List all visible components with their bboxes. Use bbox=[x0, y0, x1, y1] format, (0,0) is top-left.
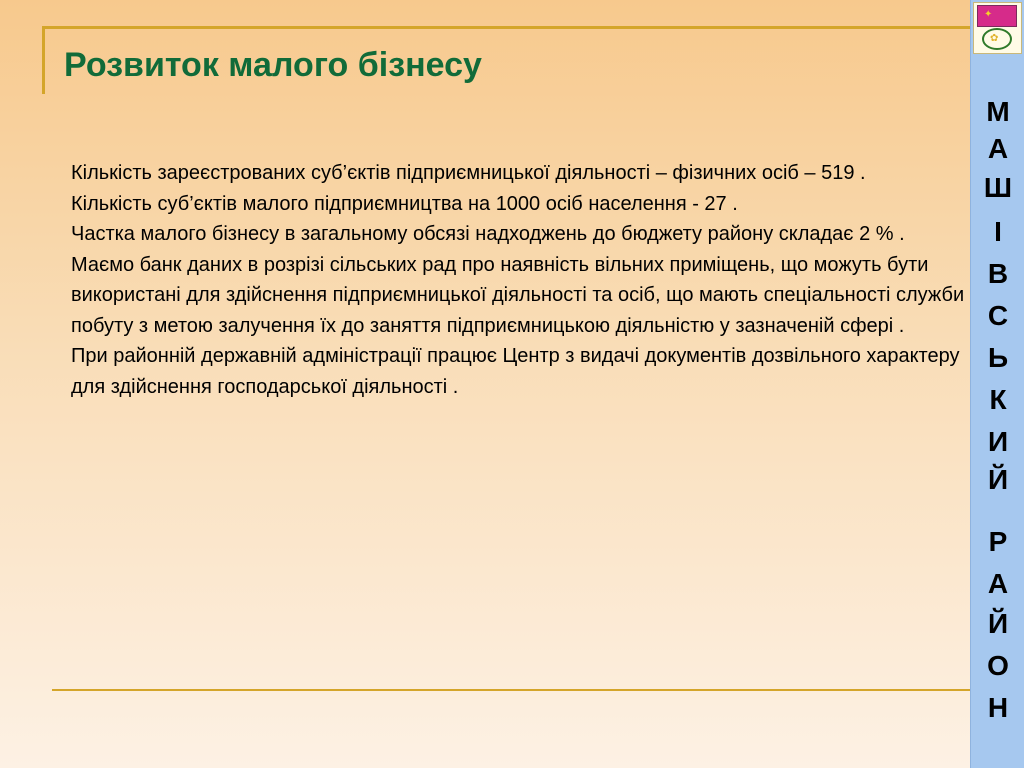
paragraph-entities-per-1000: Кількість суб’єктів малого підприємництва на 1000 осіб населення - 27 . bbox=[71, 192, 738, 215]
paragraph-registered-entities: Кількість зареєстрованих суб’єктів підприємницької діяльності – фізичних осіб – 519 . bbox=[71, 162, 866, 184]
paragraph-database: Маємо банк даних в розрізі сільських рад про наявність вільних приміщень, що можуть бути використані для здійснення підприємницької діяльності та осіб, що мають спеціальності служби побуту з метою залучення їх до заняття підприємницькою діяльністю у зазначеній сфері . bbox=[71, 253, 965, 337]
side-letter: М bbox=[986, 96, 1010, 127]
side-letter: К bbox=[989, 384, 1007, 415]
paragraph-budget-share: Частка малого бізнесу в загальному обсязі надходжень до бюджету району складає 2 % . bbox=[71, 223, 905, 245]
side-letter: О bbox=[987, 650, 1009, 681]
emblem-shield bbox=[977, 5, 1017, 27]
emblem-flower: ✿ bbox=[990, 33, 999, 44]
side-letter: И bbox=[987, 426, 1009, 457]
emblem-mark: ✦ bbox=[984, 9, 993, 20]
side-letter: С bbox=[987, 300, 1009, 331]
left-rule bbox=[42, 26, 45, 94]
paragraph-permits-center: При районній державній адміністрації працює Центр з видачі документів дозвільного характеру для здійснення господарської діяльності . bbox=[71, 345, 960, 398]
top-rule bbox=[42, 26, 970, 29]
slide-body bbox=[71, 158, 971, 402]
side-letter: Й bbox=[987, 464, 1009, 495]
side-letter: Ш bbox=[983, 172, 1013, 203]
side-letter: І bbox=[994, 216, 1002, 247]
side-letter: Н bbox=[987, 692, 1009, 723]
side-letter: А bbox=[987, 133, 1009, 164]
slide-title: Розвиток малого бізнесу bbox=[64, 46, 482, 84]
bottom-rule bbox=[52, 689, 970, 691]
side-letter: А bbox=[987, 568, 1009, 599]
side-letter: В bbox=[987, 258, 1009, 289]
side-letter: Й bbox=[987, 608, 1009, 639]
side-letter: Р bbox=[988, 526, 1008, 557]
side-letter: Ь bbox=[987, 342, 1009, 373]
